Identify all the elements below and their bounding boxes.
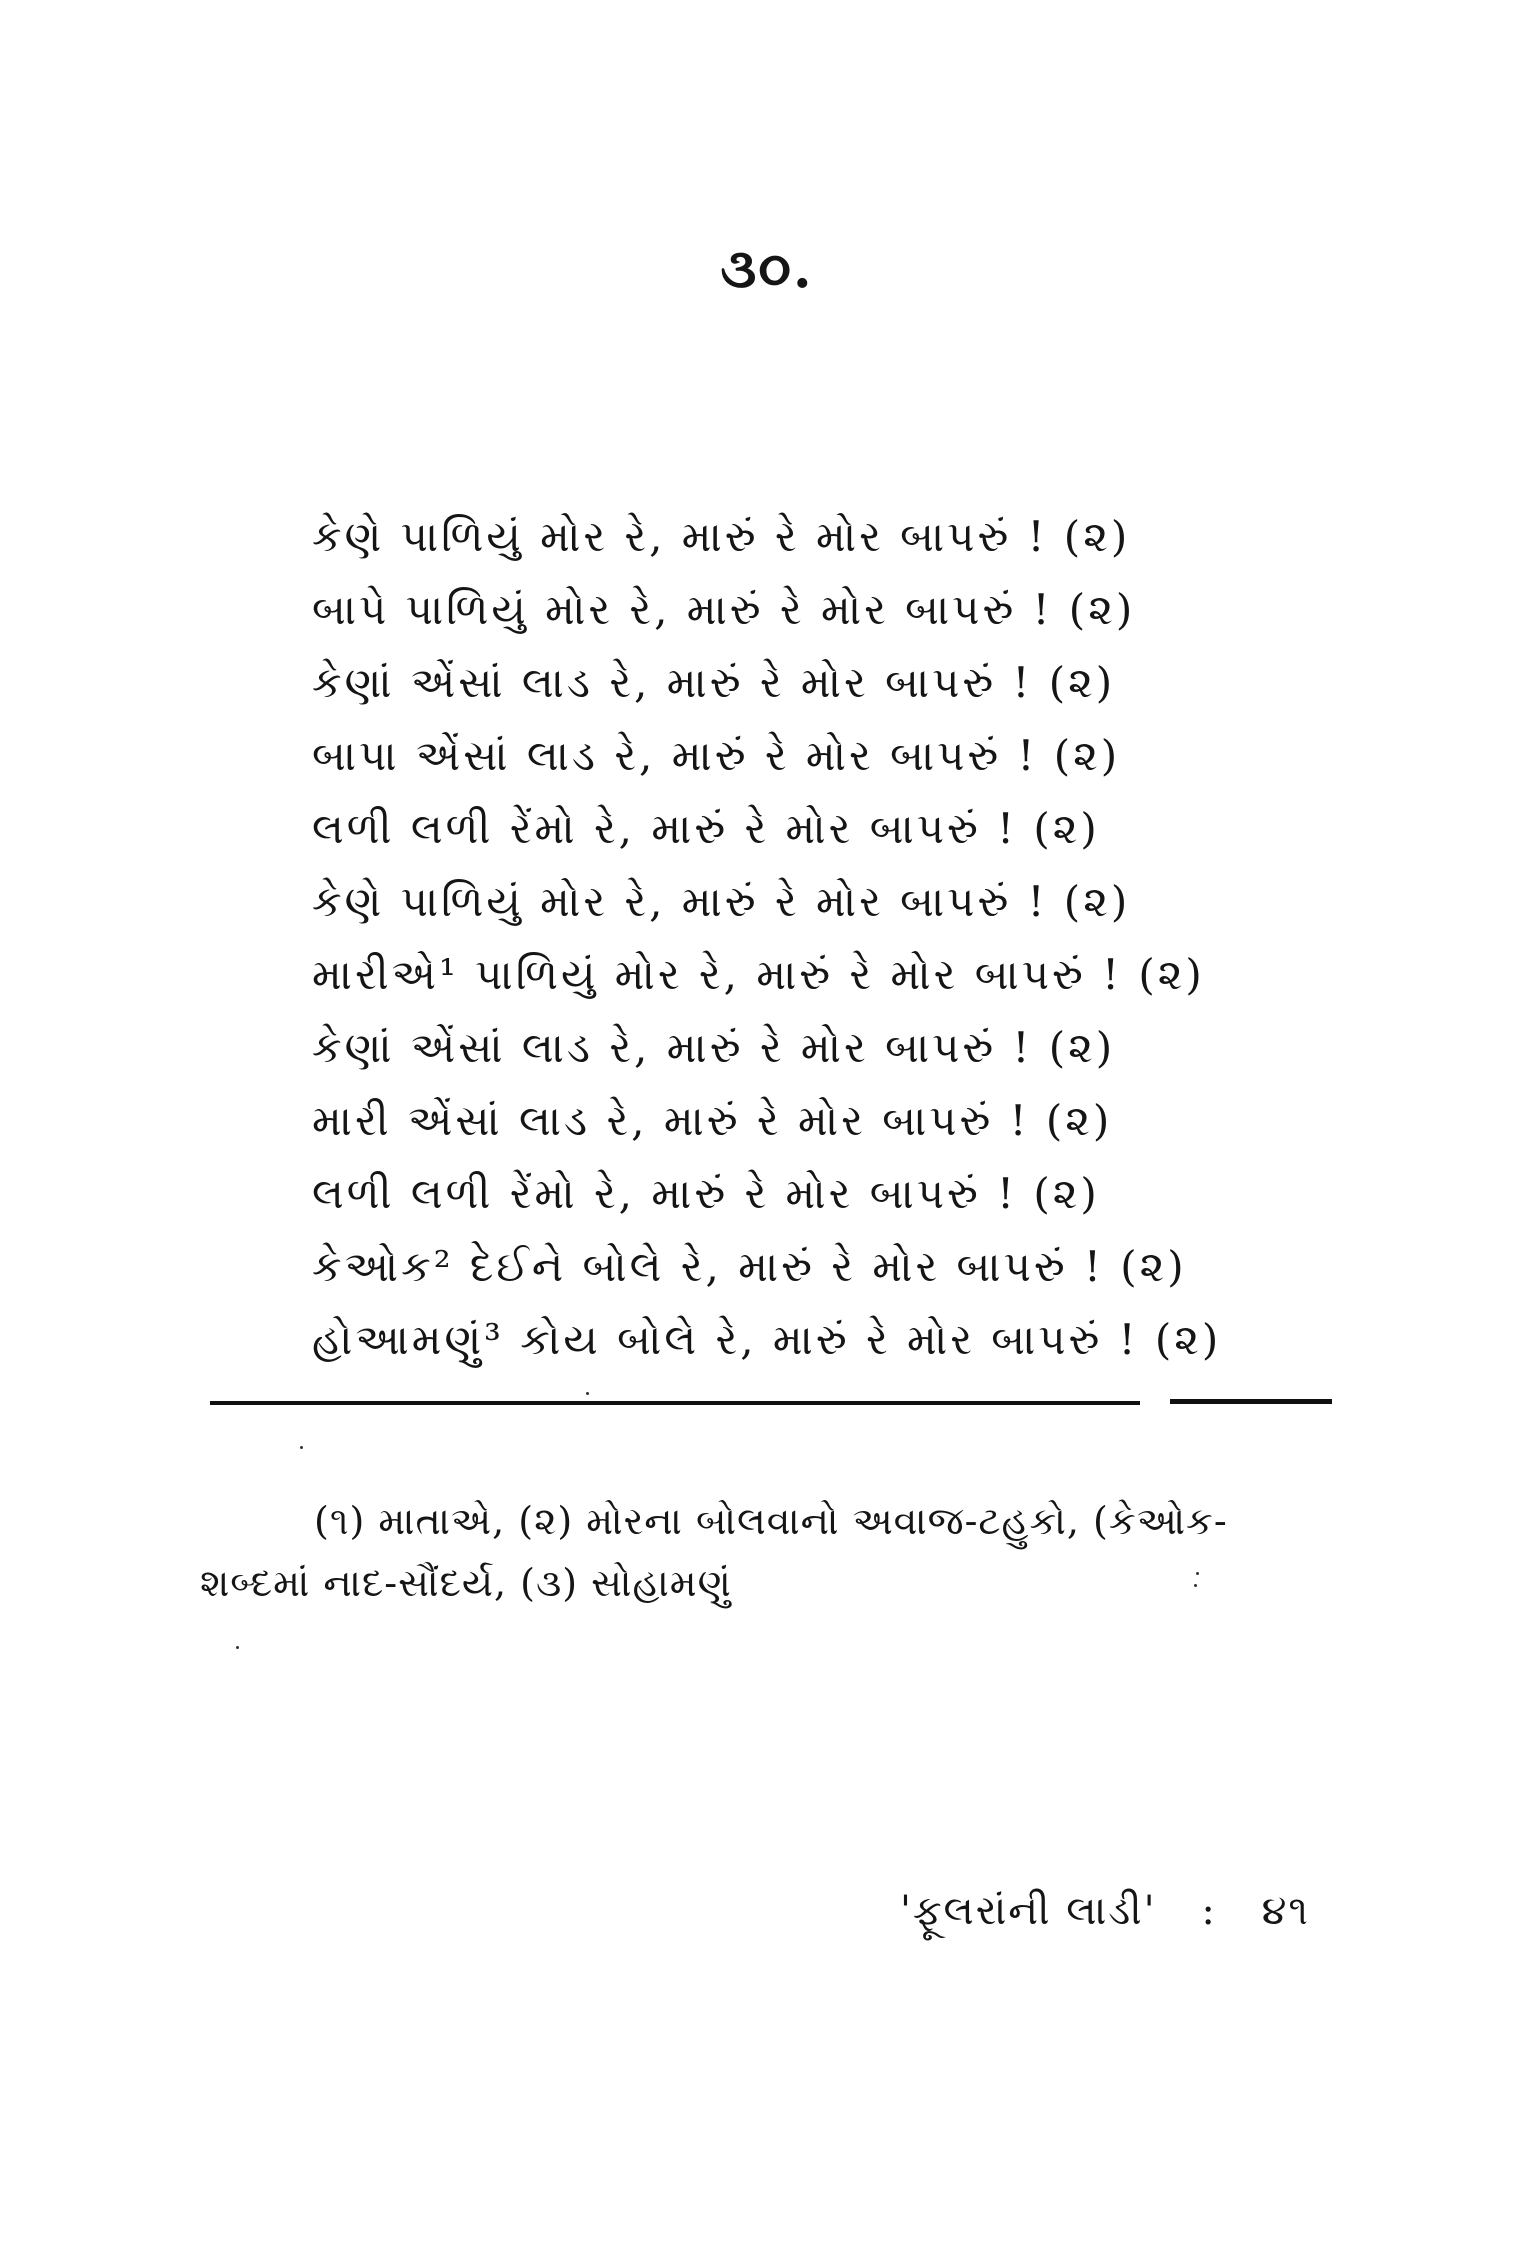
poem-line: કેણાં એંસાં લાડ રે, મારું રે મોર બાપરું ! (૨) — [312, 658, 1116, 707]
poem-line: બાપા એંસાં લાડ રે, મારું રે મોર બાપરું ! (૨) — [312, 731, 1121, 780]
footnote-divider — [210, 1401, 1140, 1405]
footnote-line: (૧) માતાએ, (૨) મોરના બોલવાનો અવાજ-ટહુકો, (કેઓક- — [314, 1499, 1228, 1543]
poem-line: મારી એંસાં લાડ રે, મારું રે મોર બાપરું ! (૨) — [312, 1096, 1113, 1145]
print-speck — [300, 1446, 303, 1449]
poem-line: લળી લળી રેંમો રે, મારું રે મોર બાપરું ! (૨) — [312, 804, 1100, 853]
page-footer — [900, 1888, 1310, 1934]
print-speck — [586, 1392, 589, 1395]
print-speck — [1194, 1584, 1197, 1587]
poem-line: હોઆમણું³ કોય બોલે રે, મારું રે મોર બાપરું ! (૨) — [312, 1315, 1222, 1364]
book-title: 'ફૂલરાંની લાડી' — [900, 1888, 1157, 1934]
poem-line: કેઓક² દેઈને બોલે રે, મારું રે મોર બાપરું ! (૨) — [312, 1242, 1187, 1291]
footnotes — [200, 1490, 1340, 1614]
poem-line: કેણાં એંસાં લાડ રે, મારું રે મોર બાપરું ! (૨) — [312, 1023, 1116, 1072]
section-number: ૩૦. — [720, 236, 814, 300]
poem-line: કેણે પાળિયું મોર રે, મારું રે મોર બાપરું ! (૨) — [312, 877, 1131, 926]
print-speck — [1196, 1572, 1199, 1575]
poem-line: લળી લળી રેંમો રે, મારું રે મોર બાપરું ! (૨) — [312, 1169, 1100, 1218]
footnote-divider-segment — [1170, 1399, 1332, 1404]
poem-line: મારીએ¹ પાળિયું મોર રે, મારું રે મોર બાપરું ! (૨) — [312, 950, 1205, 999]
poem-line: બાપે પાળિયું મોર રે, મારું રે મોર બાપરું ! (૨) — [312, 585, 1136, 634]
footnote-line: શબ્દમાં નાદ-સૌંદર્ય, (૩) સોહામણું — [200, 1561, 732, 1605]
poem-line: કેણે પાળિયું મોર રે, મારું રે મોર બાપરું ! (૨) — [312, 512, 1131, 561]
poem — [312, 500, 1252, 1376]
footer-separator: : — [1201, 1888, 1217, 1934]
page-number: ૪૧ — [1261, 1888, 1310, 1934]
print-speck — [236, 1646, 239, 1649]
